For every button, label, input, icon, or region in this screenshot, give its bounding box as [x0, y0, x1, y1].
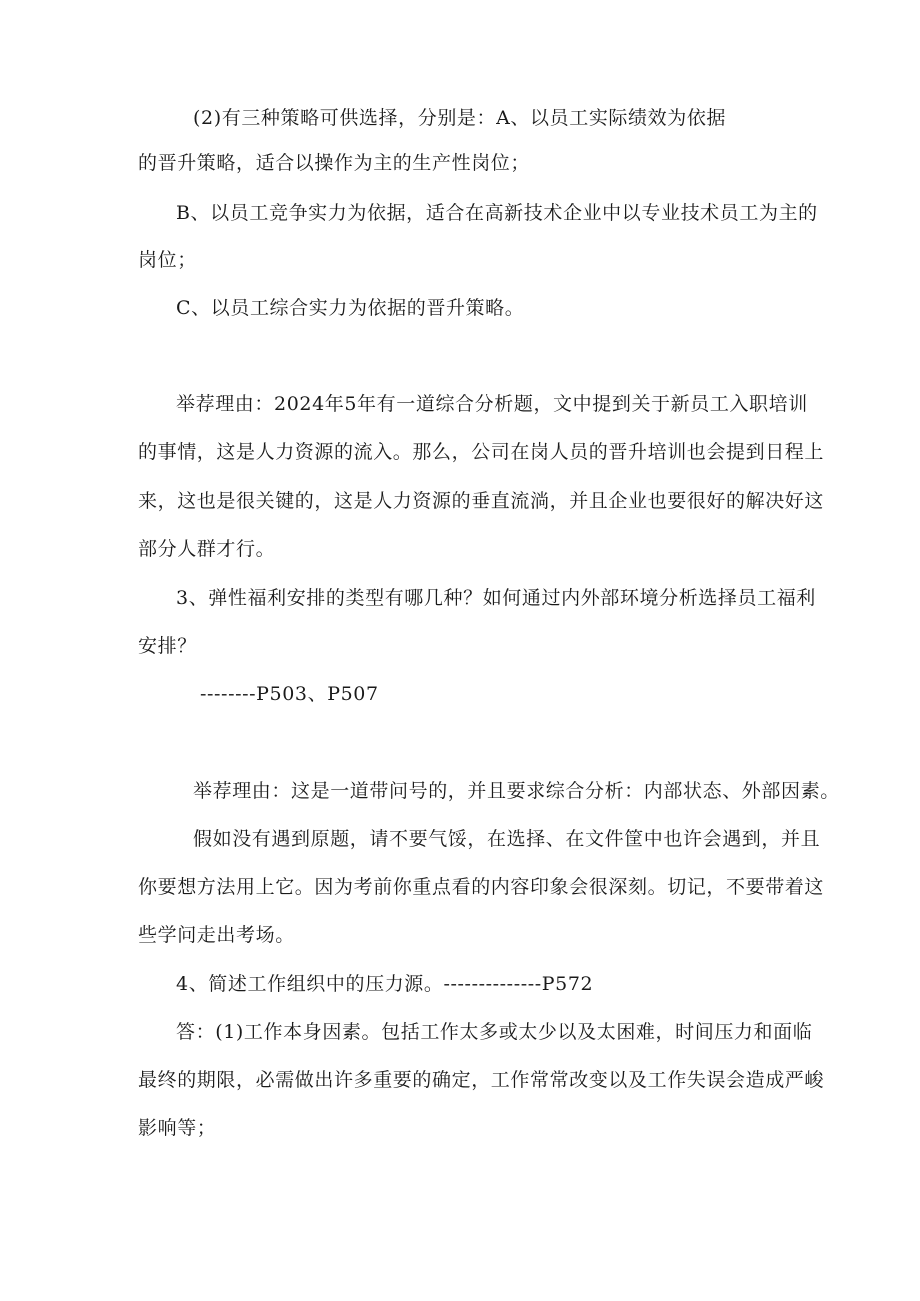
- text-line-19: 最终的期限，必需做出许多重要的确定，工作常常改变以及工作失误会造成严峻: [138, 1069, 825, 1091]
- text-line-11: 安排？: [138, 635, 197, 657]
- text-line-1: (2)有三种策略可供选择，分别是：A、以员工实际绩效为依据: [193, 107, 727, 129]
- text-line-2: 的晋升策略，适合以操作为主的生产性岗位；: [138, 152, 531, 174]
- text-line-17: 4、简述工作组织中的压力源。--------------P572: [176, 973, 594, 995]
- text-line-20: 影响等；: [138, 1117, 217, 1139]
- text-line-12: --------P503、P507: [200, 683, 379, 705]
- text-line-15: 你要想方法用上它。因为考前你重点看的内容印象会很深刻。切记，不要带着这: [138, 876, 825, 898]
- text-line-3: B、以员工竞争实力为依据，适合在高新技术企业中以专业技术员工为主的: [176, 202, 818, 224]
- text-line-4: 岗位；: [138, 249, 197, 271]
- text-line-16: 些学问走出考场。: [138, 924, 295, 946]
- text-line-14: 假如没有遇到原题，请不要气馁，在选择、在文件筐中也许会遇到，并且: [193, 828, 821, 850]
- text-line-13: 举荐理由：这是一道带问号的，并且要求综合分析：内部状态、外部因素。: [193, 780, 840, 802]
- text-line-10: 3、弹性福利安排的类型有哪几种？如何通过内外部环境分析选择员工福利: [176, 587, 816, 609]
- text-line-7: 的事情，这是人力资源的流入。那么，公司在岗人员的晋升培训也会提到日程上: [138, 441, 825, 463]
- text-line-8: 来，这也是很关键的，这是人力资源的垂直流淌，并且企业也要很好的解决好这: [138, 490, 825, 512]
- text-line-9: 部分人群才行。: [138, 538, 276, 560]
- text-line-6: 举荐理由：2024年5年有一道综合分析题，文中提到关于新员工入职培训: [176, 393, 808, 415]
- text-line-18: 答：(1)工作本身因素。包括工作太多或太少以及太困难，时间压力和面临: [176, 1021, 813, 1043]
- text-line-5: C、以员工综合实力为依据的晋升策略。: [176, 297, 525, 319]
